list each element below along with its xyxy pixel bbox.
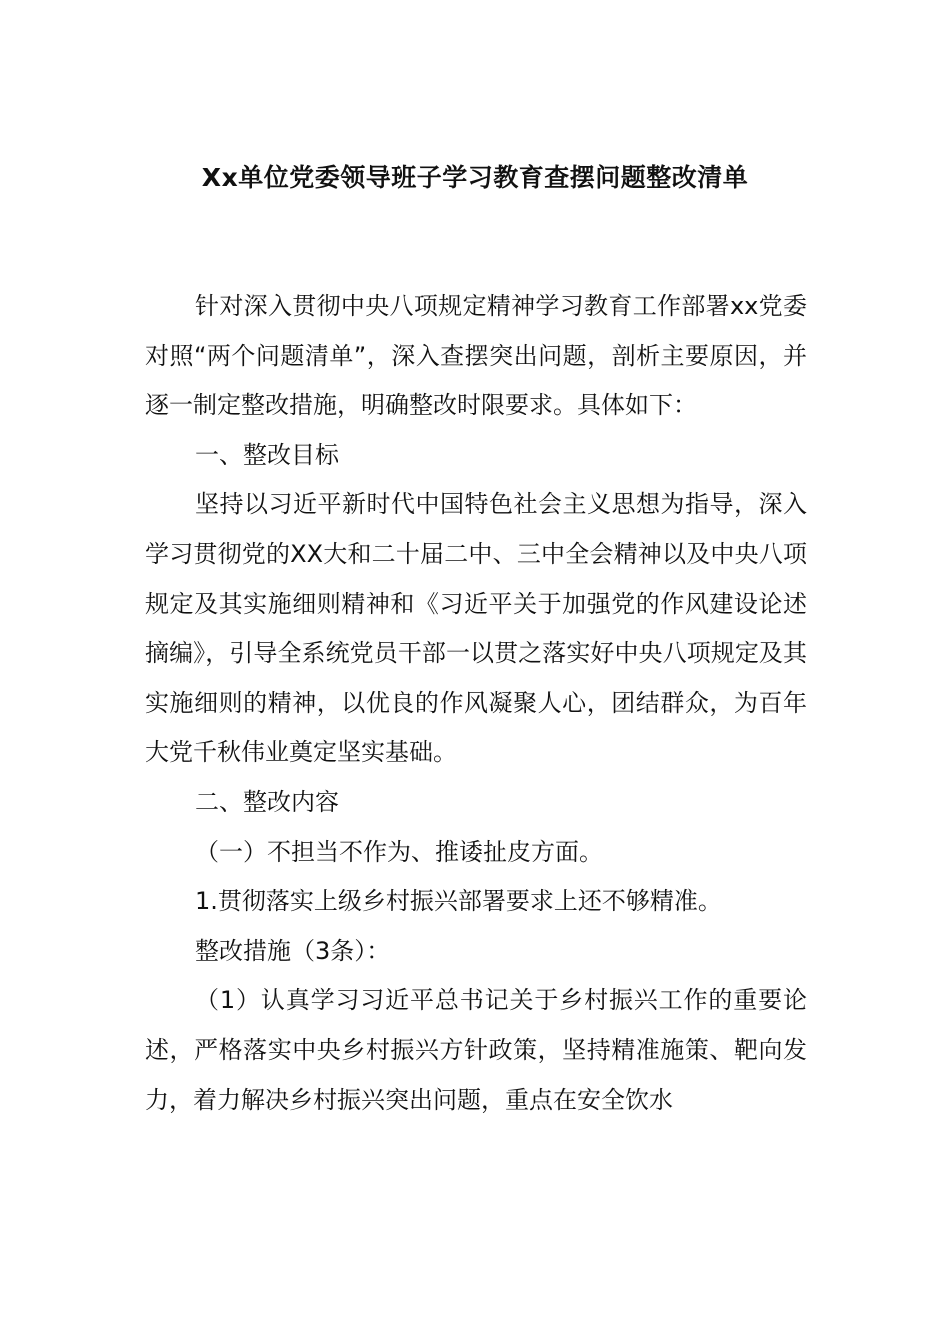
measure-item: （1）认真学习习近平总书记关于乡村振兴工作的重要论述，严格落实中央乡村振兴方针政策，坚持精准施策、靶向发力，着力解决乡村振兴突出问题，重点在安全饮水 [145,986,807,1114]
section-heading-goals: 一、整改目标 [195,440,339,469]
document-body [145,282,807,1125]
issue-item: 1.贯彻落实上级乡村振兴部署要求上还不够精准。 [195,887,722,916]
goals-paragraph: 坚持以习近平新时代中国特色社会主义思想为指导，深入学习贯彻党的XX大和二十届二中、三中全会精神以及中央八项规定及其实施细则精神和《习近平关于加强党的作风建设论述摘编》，引导全系统党员干部一以贯之落实好中央八项规定及其实施细则的精神，以优良的作风凝聚人心，团结群众，为百年大党千秋伟业奠定坚实基础。 [145,490,807,767]
section-heading-content: 二、整改内容 [195,787,339,816]
subsection-heading: （一）不担当不作为、推诿扯皮方面。 [195,837,603,866]
intro-paragraph: 针对深入贯彻中央八项规定精神学习教育工作部署xx党委对照“两个问题清单”，深入查摆突出问题，剖析主要原因，并逐一制定整改措施，明确整改时限要求。具体如下： [145,292,807,420]
document-title: Xx单位党委领导班子学习教育查摆问题整改清单 [201,163,749,192]
measures-heading: 整改措施（3条）： [195,936,391,965]
